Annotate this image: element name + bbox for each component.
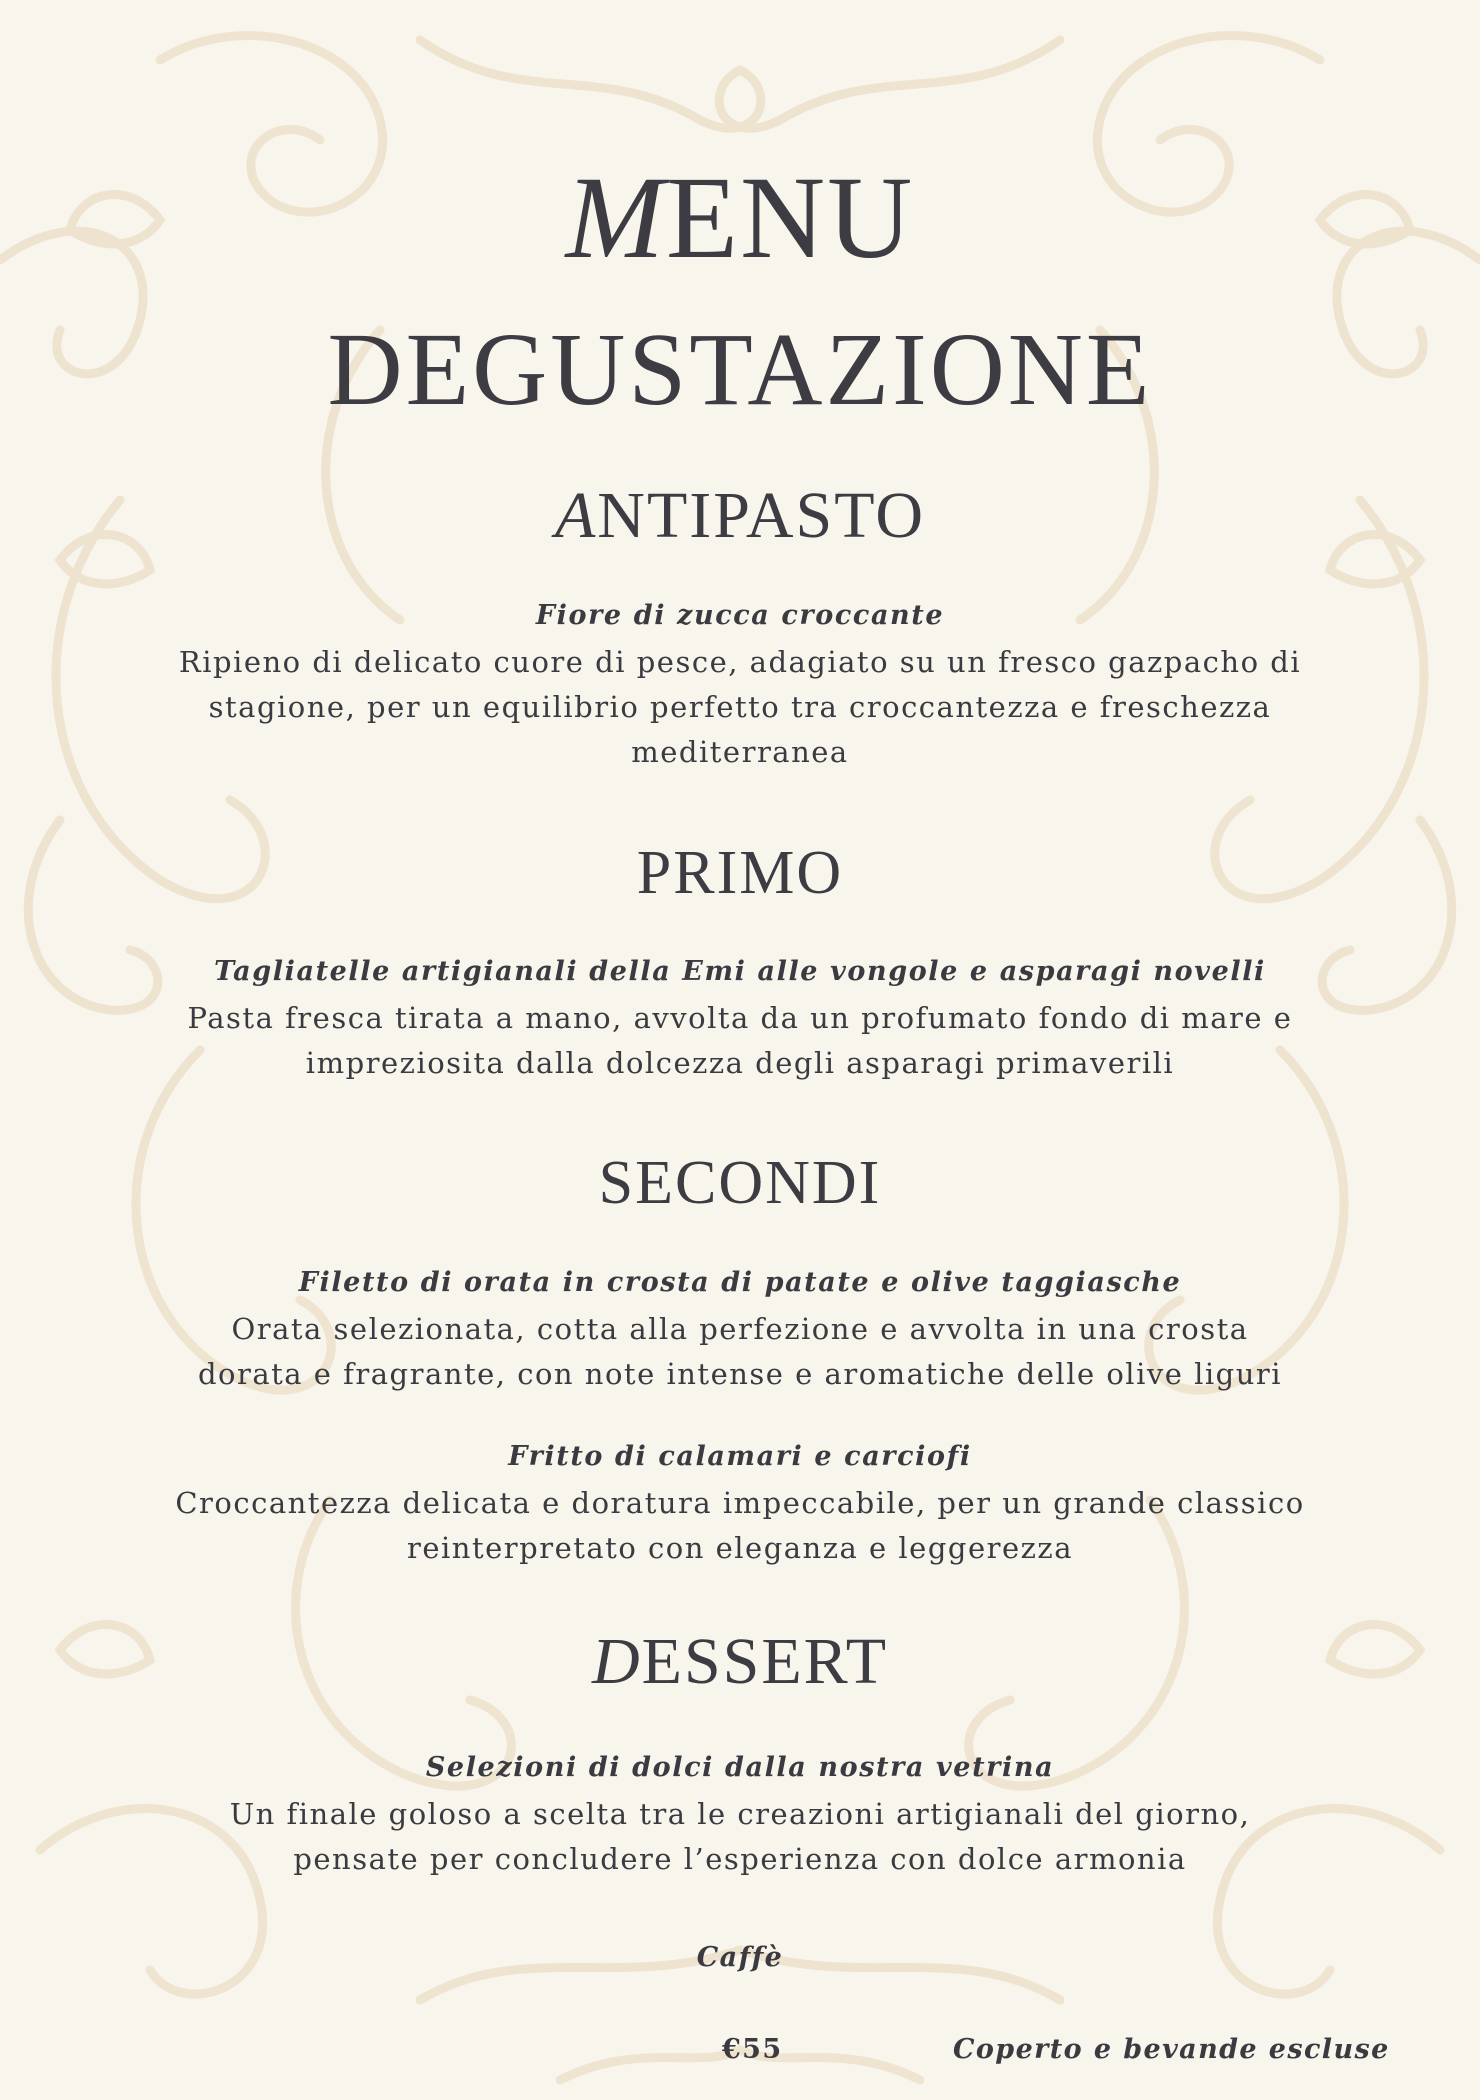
description-line: Orata selezionata, cotta alla perfezione e avvolta in una crosta — [231, 1312, 1249, 1346]
description-line: Croccantezza delicata e doratura impeccabile, per un grande classico — [175, 1486, 1305, 1520]
description-line: Un finale goloso a scelta tra le creazioni artigianali del giorno, — [229, 1797, 1251, 1831]
dish-name: Fritto di calamari e carciofi — [508, 1441, 972, 1472]
section-title-initial: A — [554, 479, 598, 552]
description-line: stagione, per un equilibrio perfetto tra croccantezza e freschezza — [208, 690, 1272, 724]
dish-description — [140, 1307, 1340, 1397]
menu-title-initial: M — [565, 152, 666, 283]
dish-name: Tagliatelle artigianali della Emi alle vongole e asparagi novelli — [214, 956, 1266, 987]
section-title-rest: ESSERT — [641, 1625, 889, 1698]
description-line: pensate per concludere l’esperienza con dolce armonia — [293, 1842, 1187, 1876]
description-line: dorata e fragrante, con note intense e aromatiche delle olive liguri — [197, 1357, 1283, 1391]
dish-description — [140, 640, 1340, 775]
menu-price: €55 — [722, 2034, 783, 2065]
dish-description — [140, 1792, 1340, 1882]
dish-name: Filetto di orata in crosta di patate e olive taggiasche — [298, 1267, 1182, 1298]
menu-title-line-2: DEGUSTAZIONE — [327, 312, 1153, 427]
dish-description — [140, 1481, 1340, 1571]
description-line: reinterpretato con eleganza e leggerezza — [406, 1531, 1073, 1565]
section-title-primo: PRIMO — [636, 839, 844, 907]
dish-name: Selezioni di dolci dalla nostra vetrina — [425, 1752, 1055, 1783]
section-title-dessert — [0, 1624, 1480, 1700]
description-line: Ripieno di delicato cuore di pesce, adagiato su un fresco gazpacho di — [178, 645, 1302, 679]
coffee-label: Caffè — [696, 1942, 784, 1973]
menu-title-line-1 — [0, 150, 1480, 286]
cover-charge-note: Coperto e bevande escluse — [953, 2034, 1390, 2065]
menu-title-rest: ENU — [665, 152, 915, 283]
dish-name: Fiore di zucca croccante — [535, 600, 945, 631]
description-line: Pasta fresca tirata a mano, avvolta da un profumato fondo di mare e — [187, 1001, 1293, 1035]
section-title-antipasto — [0, 478, 1480, 554]
dish-description — [140, 996, 1340, 1086]
section-title-initial: D — [591, 1625, 642, 1698]
description-line: mediterranea — [631, 735, 849, 769]
section-title-secondi: SECONDI — [598, 1149, 882, 1217]
description-line: impreziosita dalla dolcezza degli asparagi primaverili — [305, 1046, 1175, 1080]
section-title-rest: NTIPASTO — [597, 479, 926, 552]
